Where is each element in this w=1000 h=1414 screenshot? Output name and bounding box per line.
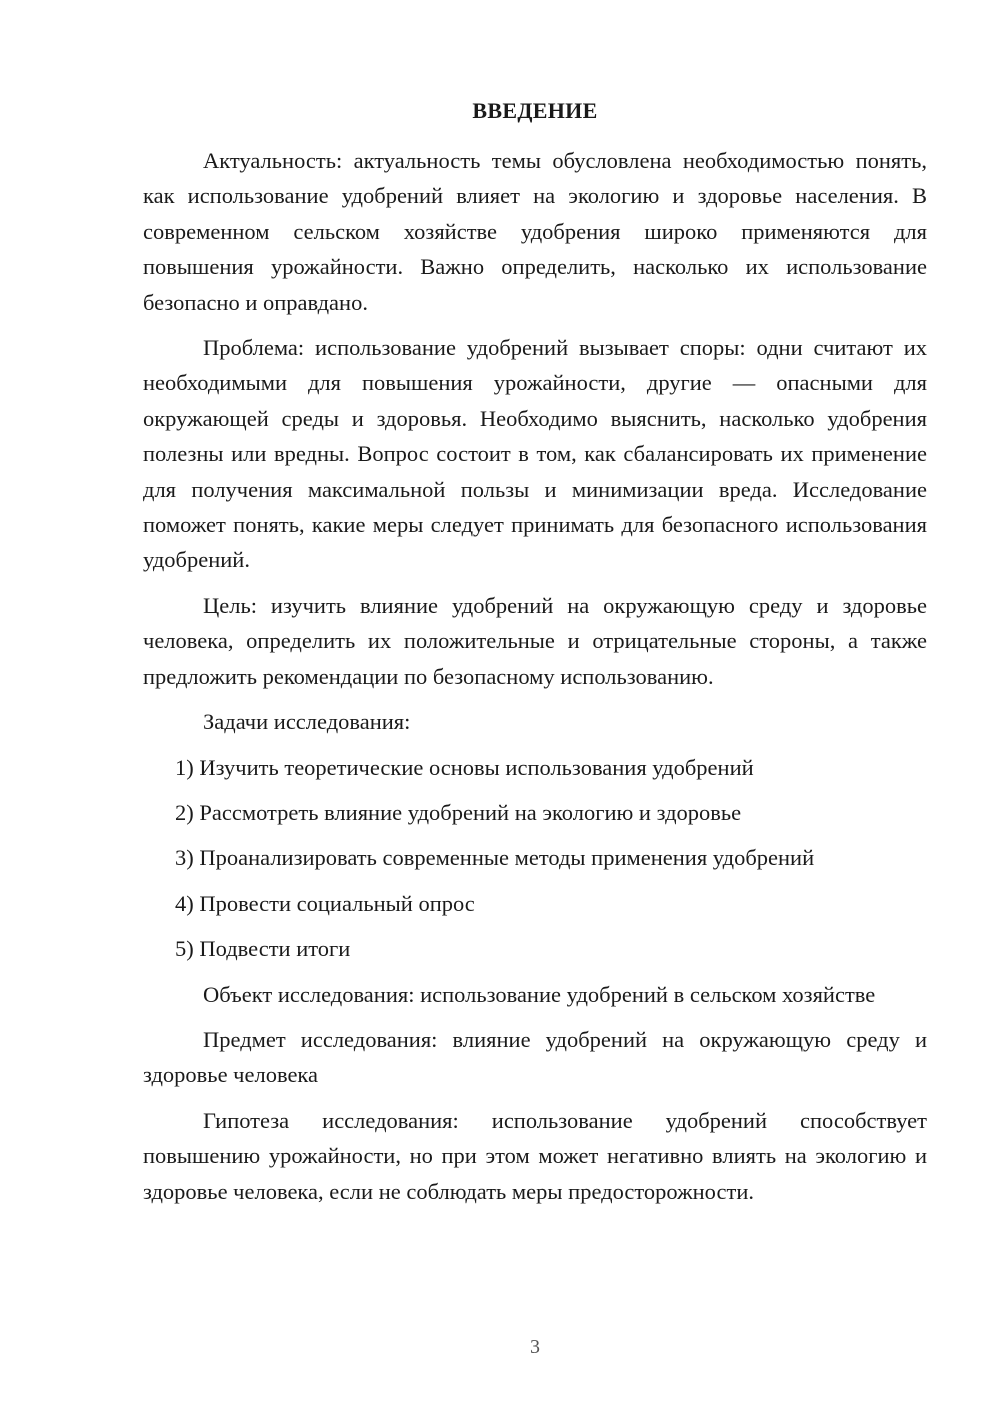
- task-item: 1) Изучить теоретические основы использования удобрений: [175, 754, 754, 780]
- document-page: [143, 95, 927, 1219]
- paragraph-goal: Цель: изучить влияние удобрений на окружающую среду и здоровье человека, определить их положительные и отрицательные стороны, а также предложить рекомендации по безопасному использованию.: [143, 592, 927, 689]
- task-item: 2) Рассмотреть влияние удобрений на экологию и здоровье: [175, 799, 742, 825]
- paragraph-relevance: Актуальность: актуальность темы обусловлена необходимостью понять, как использование удобрений влияет на экологию и здоровье населения. В современном сельском хозяйстве удобрения широко применяются для повышения урожайности. Важно определить, насколько их использование безопасно и оправдано.: [143, 148, 927, 315]
- section-heading: ВВЕДЕНИЕ: [472, 98, 598, 123]
- page-number: 3: [530, 1336, 540, 1358]
- paragraph-object: Объект исследования: использование удобрений в сельском хозяйстве: [203, 981, 876, 1007]
- tasks-list: [143, 750, 927, 967]
- paragraph-hypothesis: Гипотеза исследования: использование удобрений способствует повышению урожайности, но при этом может негативно влиять на экологию и здоровье человека, если не соблюдать меры предосторожности.: [143, 1107, 927, 1204]
- task-item: 3) Проанализировать современные методы применения удобрений: [175, 845, 815, 871]
- tasks-heading: Задачи исследования:: [203, 709, 411, 735]
- paragraph-problem: Проблема: использование удобрений вызывает споры: одни считают их необходимыми для повышения урожайности, другие — опасными для окружающей среды и здоровья. Необходимо выяснить, насколько удобрения полезны или вредны. Вопрос состоит в том, как сбалансировать их применение для получения максимальной пользы и минимизации вреда. Исследование поможет понять, какие меры следует принимать для безопасного использования удобрений.: [143, 335, 927, 573]
- task-item: 4) Провести социальный опрос: [175, 890, 475, 916]
- paragraph-subject: Предмет исследования: влияние удобрений на окружающую среду и здоровье человека: [143, 1026, 927, 1088]
- task-item: 5) Подвести итоги: [175, 936, 351, 962]
